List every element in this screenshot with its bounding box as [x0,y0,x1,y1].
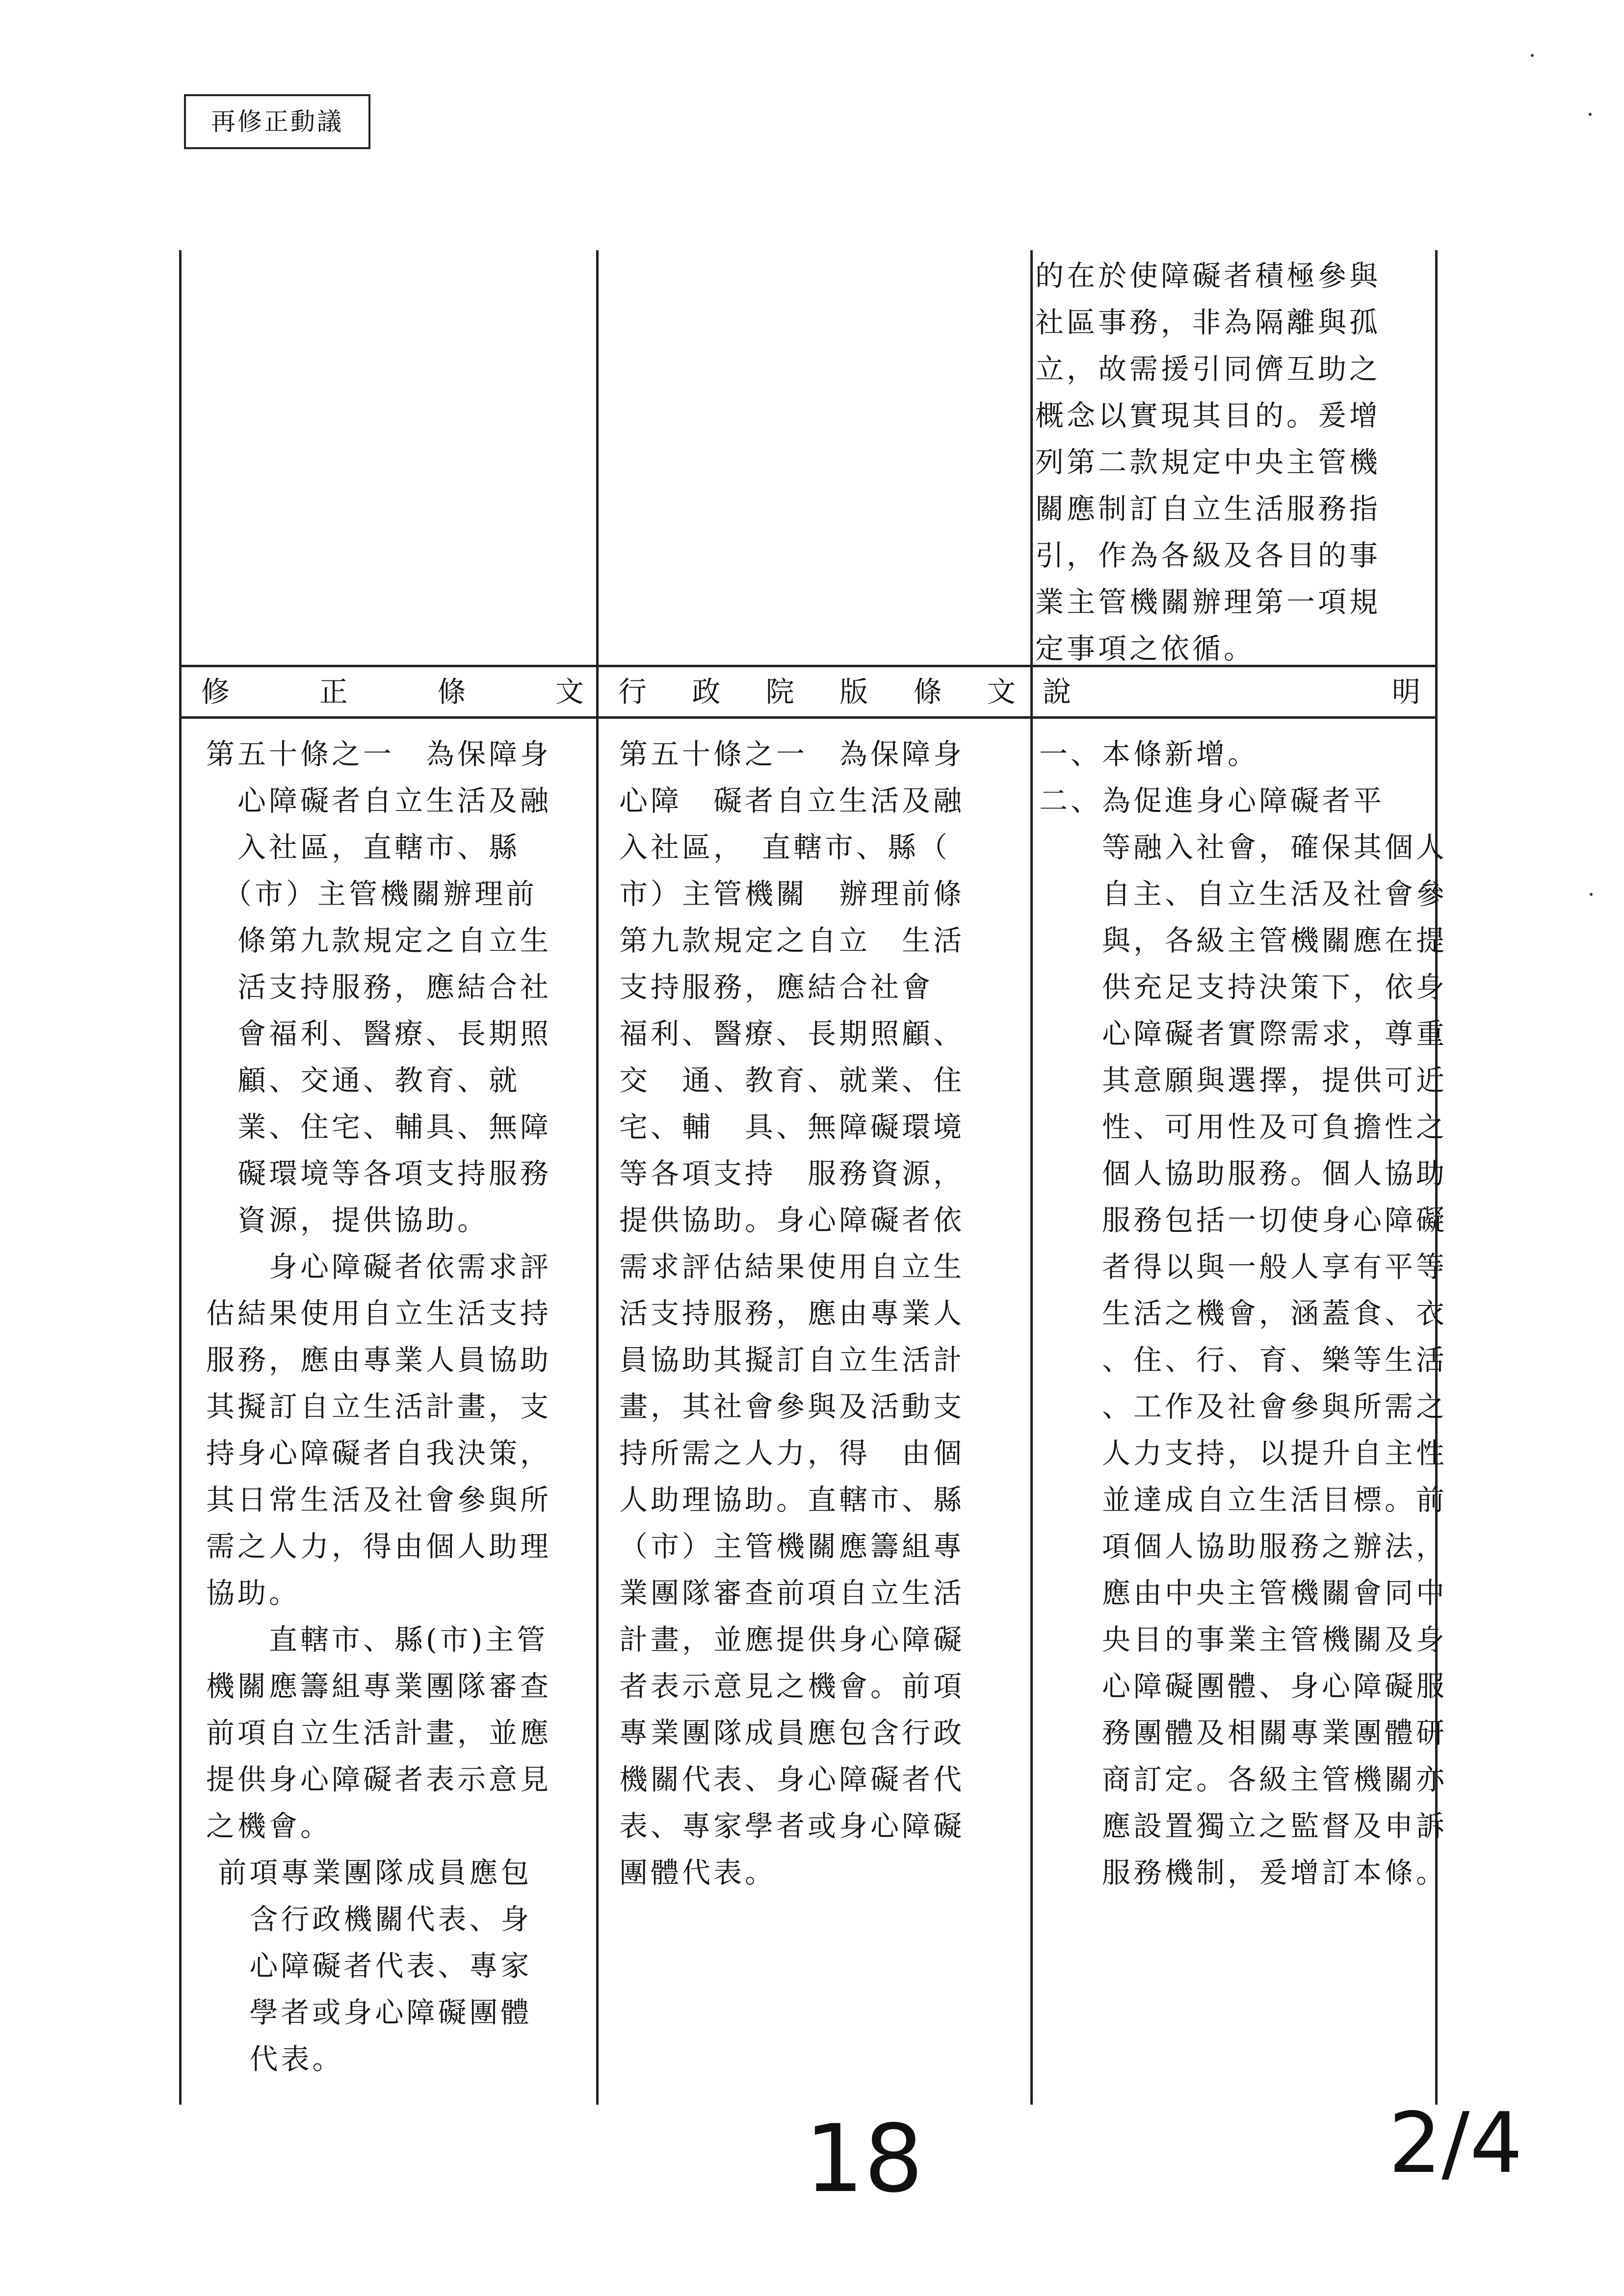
text-line: 生活之機會，涵蓋食、衣 [1039,1297,1448,1330]
text-line: 持所需之人力，得 由個 [619,1436,965,1470]
header-explanation [1043,672,1420,711]
text-line: 第五十條之一 為保障身 [619,737,965,771]
text-line: 的在於使障礙者積極參與 [1035,259,1381,292]
text-line: 提供身心障礙者表示意見 [206,1763,552,1796]
header-char: 院 [765,675,794,708]
text-line: 、工作及社會參與所需之 [1039,1390,1448,1423]
text-line: 前項專業團隊成員應包 [206,1856,532,1889]
text-line: 直轄市、縣(市)主管 [206,1623,549,1656]
text-line: 服務包括一切使身心障礙 [1039,1203,1448,1237]
text-line: 務團體及相關專業團體研 [1039,1716,1448,1749]
text-line: 項個人協助服務之辦法， [1039,1530,1448,1563]
text-line: 個人協助服務。個人協助 [1039,1157,1448,1190]
text-line: 前項自立生活計畫，並應 [206,1716,552,1749]
text-line: 機關代表、身心障礙者代 [619,1763,965,1796]
text-line: 關應制訂自立生活服務指 [1035,492,1381,525]
text-line: 二、為促進身心障礙者平 [1039,784,1385,817]
header-char: 行 [618,675,647,708]
text-line: 第五十條之一 為保障身 [206,737,552,771]
text-line: 服務機制，爰增訂本條。 [1039,1856,1448,1889]
text-line: 服務，應由專業人員協助 [206,1343,552,1377]
text-line: 與，各級主管機關應在提 [1039,924,1448,957]
text-line: 支持服務，應結合社會 [619,970,934,1004]
text-line: 其日常生活及社會參與所 [206,1483,552,1516]
text-line: 自主、自立生活及社會參 [1039,877,1448,911]
text-line: 畫，其社會參與及活動支 [619,1390,965,1423]
text-line: 業主管機關辦理第一項規 [1035,585,1381,619]
page-fraction: 2/4 [1388,2095,1523,2192]
text-line: 會福利、醫療、長期照 [206,1017,552,1050]
text-line: 需之人力，得由個人助理 [206,1530,552,1563]
text-line: （市）主管機關辦理前 [206,877,538,911]
text-line: （市）主管機關應籌組專 [619,1530,965,1563]
text-line: 表、專家學者或身心障礙 [619,1809,965,1843]
header-char: 修 [201,675,230,708]
text-line: 其意願與選擇，提供可近 [1039,1064,1448,1097]
text-line: 機關應籌組專業團隊審查 [206,1670,552,1703]
text-line: 商訂定。各級主管機關亦 [1039,1763,1448,1796]
text-line: 員協助其擬訂自立生活計 [619,1343,965,1377]
text-line: 者得以與一般人享有平等 [1039,1250,1448,1283]
text-line: 活支持服務，應由專業人 [619,1297,965,1330]
text-line: 心障 礙者自立生活及融 [619,784,965,817]
text-line: 供充足支持決策下，依身 [1039,970,1448,1004]
text-line: 礙環境等各項支持服務 [206,1157,552,1190]
text-line: 之機會。 [206,1809,332,1843]
explanation-text [1039,731,1447,1896]
header-executive-yuan-version [618,672,1016,711]
text-line: 活支持服務，應結合社 [206,970,552,1004]
text-line: 並達成自立生活目標。前 [1039,1483,1448,1516]
text-line: 社區事務，非為隔離與孤 [1035,306,1381,339]
text-line: 列第二款規定中央主管機 [1035,445,1381,479]
text-line: 身心障礙者依需求評 [206,1250,552,1283]
header-amended-text [201,672,584,711]
scan-speck [1590,893,1593,896]
header-char: 說 [1043,675,1072,708]
text-line: 第九款規定之自立 生活 [619,924,965,957]
header-char: 版 [839,675,868,708]
text-line: 含行政機關代表、身 [206,1903,532,1936]
text-line: 協助。 [206,1576,301,1610]
text-line: 、住、行、育、樂等生活 [1039,1343,1448,1377]
text-line: 人助理協助。直轄市、縣 [619,1483,965,1516]
text-line: 市）主管機關 辦理前條 [619,877,965,911]
text-line: 心障礙者代表、專家 [206,1949,532,1983]
explanation-continued-text [1035,253,1381,672]
text-line: 應由中央主管機關會同中 [1039,1576,1448,1610]
text-line: 心障礙團體、身心障礙服 [1039,1670,1448,1703]
text-line: 條第九款規定之自立生 [206,924,552,957]
table-border-left [179,250,182,2105]
text-line: 宅、輔 具、無障礙環境 [619,1110,965,1144]
header-char: 明 [1391,675,1420,708]
text-line: 持身心障礙者自我決策， [206,1436,552,1470]
header-char: 文 [555,675,584,708]
text-line: 立，故需援引同儕互助之 [1035,352,1381,386]
text-line: 估結果使用自立生活支持 [206,1297,552,1330]
text-line: 顧、交通、教育、就 [206,1064,521,1097]
text-line: 概念以實現其目的。爰增 [1035,399,1381,432]
text-line: 資源，提供協助。 [206,1203,489,1237]
text-line: 一、本條新增。 [1039,737,1259,771]
text-line: 等融入社會，確保其個人 [1039,831,1448,864]
text-line: 央目的事業主管機關及身 [1039,1623,1448,1656]
text-line: 福利、醫療、長期照顧、 [619,1017,965,1050]
text-line: 專業團隊成員應包含行政 [619,1716,965,1749]
amended-article-text [206,731,551,2083]
executive-yuan-article-text [619,731,965,1896]
header-char: 正 [319,675,348,708]
text-line: 業團隊審查前項自立生活 [619,1576,965,1610]
text-line: 人力支持，以提升自主性 [1039,1436,1448,1470]
header-char: 文 [987,675,1016,708]
text-line: 計畫，並應提供身心障礙 [619,1623,965,1656]
header-char: 條 [437,675,466,708]
header-char: 條 [913,675,942,708]
text-line: 心障礙者自立生活及融 [206,784,552,817]
text-line: 應設置獨立之監督及申訴 [1039,1809,1448,1843]
motion-label-box: 再修正動議 [184,94,370,149]
text-line: 學者或身心障礙團體 [206,1996,532,2029]
text-line: 心障礙者實際需求，尊重 [1039,1017,1448,1050]
text-line: 代表。 [206,2042,344,2076]
text-line: 需求評估結果使用自立生 [619,1250,965,1283]
page-number: 18 [805,2105,923,2213]
text-line: 提供協助。身心障礙者依 [619,1203,965,1237]
text-line: 交 通、教育、就業、住 [619,1064,965,1097]
scan-speck [1531,54,1534,57]
text-line: 入社區， 直轄市、縣（ [619,831,951,864]
text-line: 引，作為各級及各目的事 [1035,539,1381,572]
text-line: 業、住宅、輔具、無障 [206,1110,552,1144]
table-divider-1 [596,250,599,2105]
text-line: 團體代表。 [619,1856,777,1889]
table-divider-2 [1030,250,1033,2105]
header-char: 政 [692,675,721,708]
scan-speck [1589,113,1592,116]
text-line: 者表示意見之機會。前項 [619,1670,965,1703]
text-line: 定事項之依循。 [1035,632,1256,665]
text-line: 入社區，直轄市、縣 [206,831,521,864]
text-line: 等各項支持 服務資源， [619,1157,965,1190]
header-bottom-rule [179,716,1438,719]
text-line: 其擬訂自立生活計畫，支 [206,1390,552,1423]
text-line: 性、可用性及可負擔性之 [1039,1110,1448,1144]
